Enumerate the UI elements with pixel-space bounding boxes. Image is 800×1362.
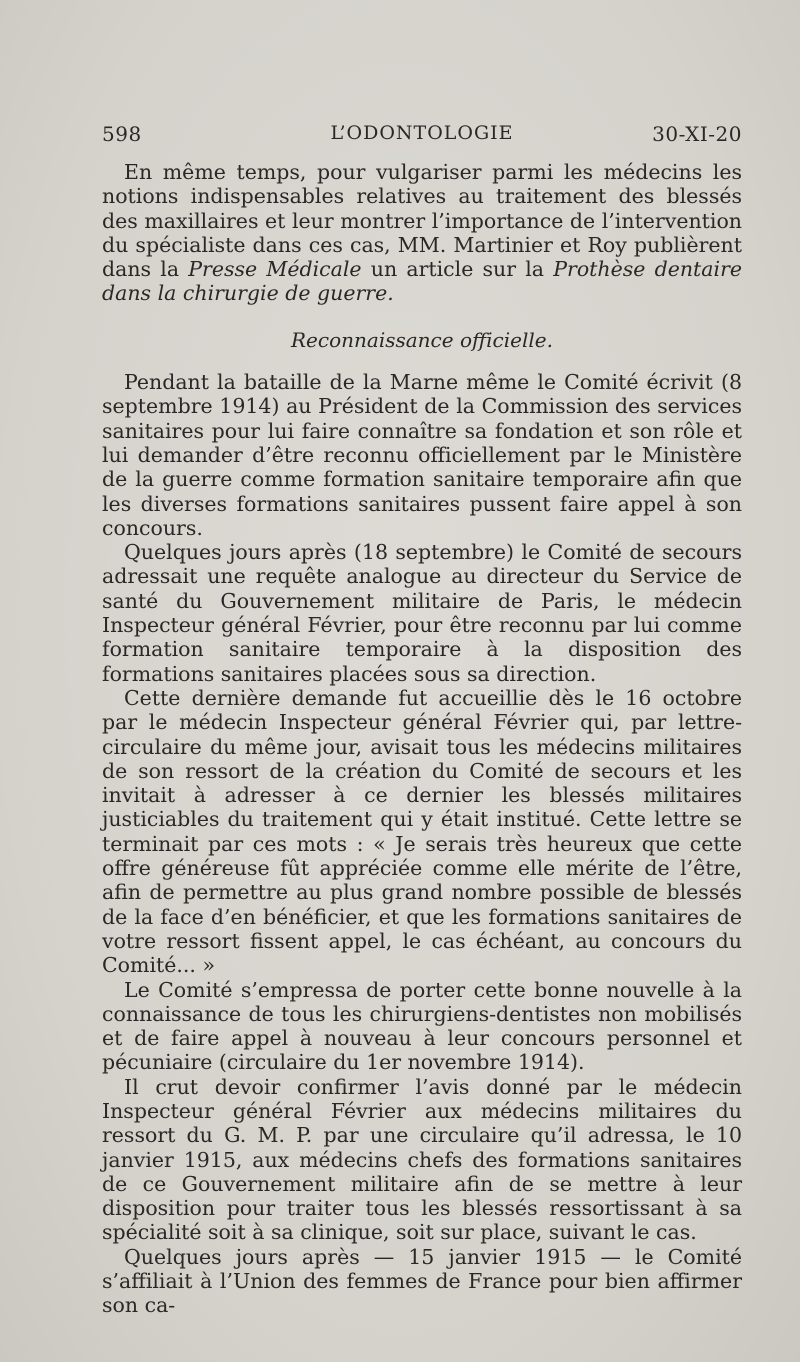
issue-date: 30-XI-20 — [652, 122, 742, 146]
page-number: 598 — [102, 122, 142, 146]
paragraph-6: Il crut devoir confirmer l’avis donné par le médecin Inspecteur général Février aux médecins militaires du ressort du G. M. P. par une circulaire qu’il adressa, le 10 janvier 1915, aux médecins chefs des formations sanitaires de ce Gouvernement militaire afin de se mettre à leur disposition pour traiter tous les blessés ressortissant à sa spécialité soit à sa clinique, soit sur place, suivant le cas. — [102, 1074, 742, 1245]
section-heading: Reconnaissance officielle. — [291, 327, 553, 352]
paragraph-1: En même temps, pour vulgariser parmi les médecins les notions indispensables relatives au traitement des blessés des maxillaires et leur montrer l’importance de l’intervention du spécialiste dans ces cas, MM. Martinier et Roy publièrent dans la Presse Médicale un article sur la Prothèse dentaire dans la chirurgie de guerre. — [102, 160, 742, 306]
paragraph-7: Quelques jours après — 15 janvier 1915 — le Comité s’affiliait à l’Union des femmes de France pour bien affirmer son ca- — [102, 1244, 742, 1318]
journal-title: L’ODONTOLOGIE — [330, 122, 514, 144]
article-title: Prothèse dentaire dans la chirurgie de guerre. — [102, 257, 742, 306]
journal-name: Presse Médicale — [188, 257, 362, 282]
paragraph-2: Pendant la bataille de la Marne même le Comité écrivit (8 septembre 1914) au Président de la Commission des services sanitaires pour lui faire connaître sa fondation et son rôle et lui demander d’être reconnu officiellement par le Ministère de la guerre comme formation sanitaire temporaire afin que les diverses formations sanitaires pussent faire appel à son concours. — [102, 370, 742, 540]
paragraph-3: Quelques jours après (18 septembre) le Comité de secours adressait une requête analogue au directeur du Service de santé du Gouvernement militaire de Paris, le médecin Inspecteur général Février, pour être reconnu par lui comme formation sanitaire temporaire à la disposition des formations sanitaires placées sous sa direction. — [102, 540, 742, 686]
running-header — [102, 122, 742, 152]
paragraph-5: Le Comité s’empressa de porter cette bonne nouvelle à la connaissance de tous les chirurgiens-dentistes non mobilisés et de faire appel à nouveau à leur concours personnel et pécuniaire (circulaire du 1er novembre 1914). — [102, 977, 742, 1075]
article-body — [102, 160, 742, 1318]
paragraph-4: Cette dernière demande fut accueillie dès le 16 octobre par le médecin Inspecteur général Février qui, par lettre-circulaire du même jour, avisait tous les médecins militaires de son ressort de la création du Comité de secours et les invitait à adresser à ce dernier les blessés militaires justiciables du traitement qui y était institué. Cette lettre se terminait par ces mots : « Je serais très heureux que cette offre généreuse fût appréciée comme elle mérite de l’être, afin de permettre au plus grand nombre possible de blessés de la face d’en bénéficier, et que les formations sanitaires de votre ressort fissent appel, le cas échéant, au concours du Comité... » — [102, 685, 742, 978]
